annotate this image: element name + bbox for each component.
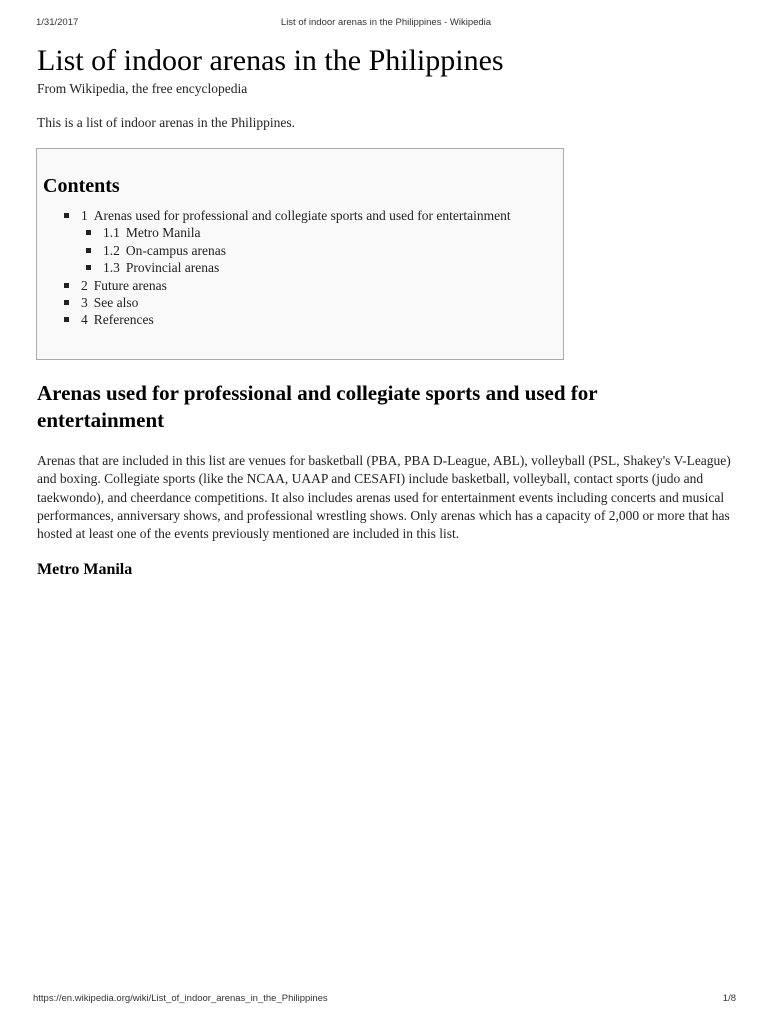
toc-item-number: 4 [81,312,88,328]
toc-item-number: 2 [81,277,88,293]
subsection-heading: Metro Manila [37,561,133,579]
print-document-title: List of indoor arenas in the Philippines - Wikipedia [280,17,492,28]
toc-title: Contents [43,175,120,197]
toc-item-2[interactable] [43,277,557,294]
print-header [36,17,736,31]
toc-item-number: 1.1 [103,225,120,241]
page-url: https://en.wikipedia.org/wiki/List_of_indoor_arenas_in_the_Philippines [33,993,328,1004]
article-content [37,42,737,581]
print-footer [33,993,736,1007]
toc-item-label[interactable]: Metro Manila [125,225,201,241]
toc-item-label[interactable]: Future arenas [93,277,167,293]
bullet-icon [86,248,91,253]
toc-item-label[interactable]: See also [93,295,139,311]
toc-item-1-2[interactable] [65,242,557,259]
toc-item-number: 1.2 [103,242,120,258]
toc-item-label[interactable]: On-campus arenas [125,242,226,258]
toc-item-number: 3 [81,295,88,311]
toc-item-label[interactable]: Arenas used for professional and collegiate sports and used for entertainment [93,208,511,223]
toc-item-1-3[interactable] [65,259,557,276]
toc-item-1[interactable] [43,207,557,277]
bullet-icon [86,265,91,270]
toc-item-label[interactable]: References [93,312,154,328]
section-heading: Arenas used for professional and collegiate sports and used for entertainment [37,381,598,432]
section-paragraph: Arenas that are included in this list are venues for basketball (PBA, PBA D-League, ABL), volleyball (PSL, Shakey's V-League) and boxing. Collegiate sports (like the NCAA, UAAP and CESAFI) include basketball, volleyball, contact sports (judo and taekwondo), and cheerdance competitions. It also includes arenas used for entertainment events including concerts and musical performances, anniversary shows, and professional wrestling shows. Only arenas which has a capacity of 2,000 or more that has hosted at least one of the events previously mentioned are included in this list. [37,453,731,542]
toc-item-number: 1 [81,208,88,223]
toc-item-1-1[interactable] [65,224,557,241]
intro-paragraph: This is a list of indoor arenas in the Philippines. [37,115,295,130]
toc-item-4[interactable] [43,311,557,328]
bullet-icon [64,213,69,218]
bullet-icon [86,230,91,235]
print-date: 1/31/2017 [36,17,79,28]
bullet-icon [64,317,69,322]
toc-list [43,207,557,329]
bullet-icon [64,283,69,288]
site-tagline: From Wikipedia, the free encyclopedia [37,81,248,96]
toc-item-3[interactable] [43,294,557,311]
page-number: 1/8 [722,993,736,1004]
page-title: List of indoor arenas in the Philippines [37,44,504,77]
table-of-contents [36,148,564,360]
toc-item-number: 1.3 [103,260,120,276]
toc-item-label[interactable]: Provincial arenas [125,260,220,276]
bullet-icon [64,300,69,305]
toc-sublist [65,224,557,276]
